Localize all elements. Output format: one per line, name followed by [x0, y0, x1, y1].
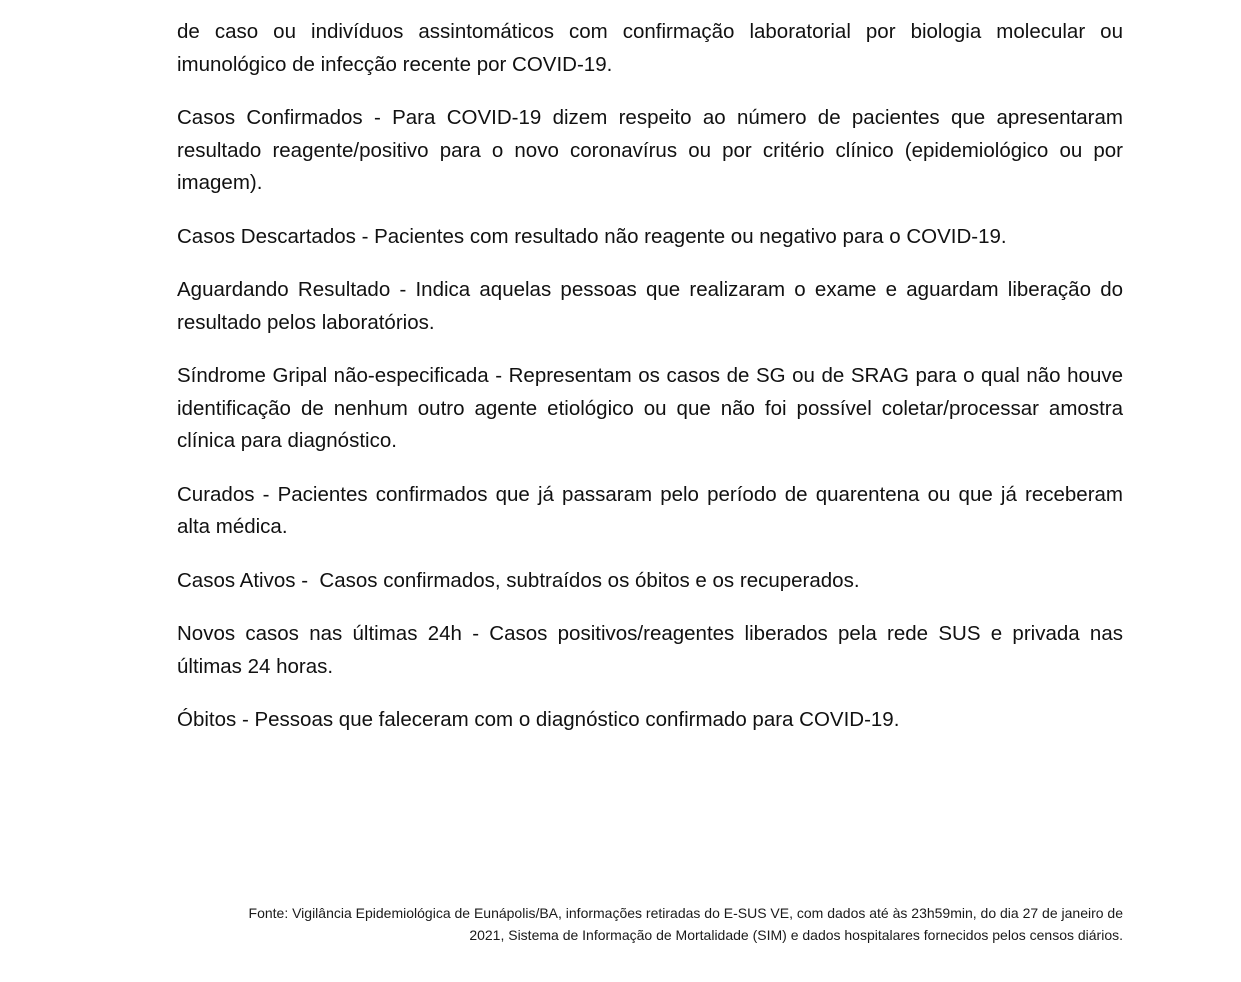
paragraph-casos-confirmados: Casos Confirmados - Para COVID-19 dizem respeito ao número de pacientes que apresentaram resultado reagente/positivo para o novo coronavírus ou por critério clínico (epidemiológico ou por imagem). — [177, 106, 1123, 194]
paragraph-curados: Curados - Pacientes confirmados que já passaram pelo período de quarentena ou que já receberam alta médica. — [177, 482, 1123, 538]
source-footnote — [177, 902, 1123, 946]
paragraph-obitos: Óbitos - Pessoas que faleceram com o diagnóstico confirmado para COVID-19. — [177, 708, 900, 731]
footnote-line-1: Fonte: Vigilância Epidemiológica de Eunápolis/BA, informações retiradas do E-SUS VE, com dados até às 23h59min, do dia 27 de janeiro de — [248, 905, 1123, 921]
paragraph-sindrome-gripal: Síndrome Gripal não-especificada - Representam os casos de SG ou de SRAG para o qual não houve identificação de nenhum outro agente etiológico ou que não foi possível coletar/processar amostra clínica para diagnóstico. — [177, 364, 1123, 452]
paragraph-continuation: de caso ou indivíduos assintomáticos com confirmação laboratorial por biologia molecular ou imunológico de infecção recente por COVID-19. — [177, 20, 1123, 76]
paragraph-aguardando-resultado: Aguardando Resultado - Indica aquelas pessoas que realizaram o exame e aguardam liberação do resultado pelos laboratórios. — [177, 278, 1123, 334]
paragraph-casos-ativos: Casos Ativos - Casos confirmados, subtraídos os óbitos e os recuperados. — [177, 568, 860, 592]
definitions-section — [177, 16, 1123, 758]
paragraph-casos-descartados: Casos Descartados - Pacientes com resultado não reagente ou negativo para o COVID-19. — [177, 224, 1007, 248]
footnote-line-2: 2021, Sistema de Informação de Mortalidade (SIM) e dados hospitalares fornecidos pelos censos diários. — [469, 927, 1123, 943]
paragraph-novos-casos: Novos casos nas últimas 24h - Casos positivos/reagentes liberados pela rede SUS e privada nas últimas 24 horas. — [177, 622, 1123, 678]
